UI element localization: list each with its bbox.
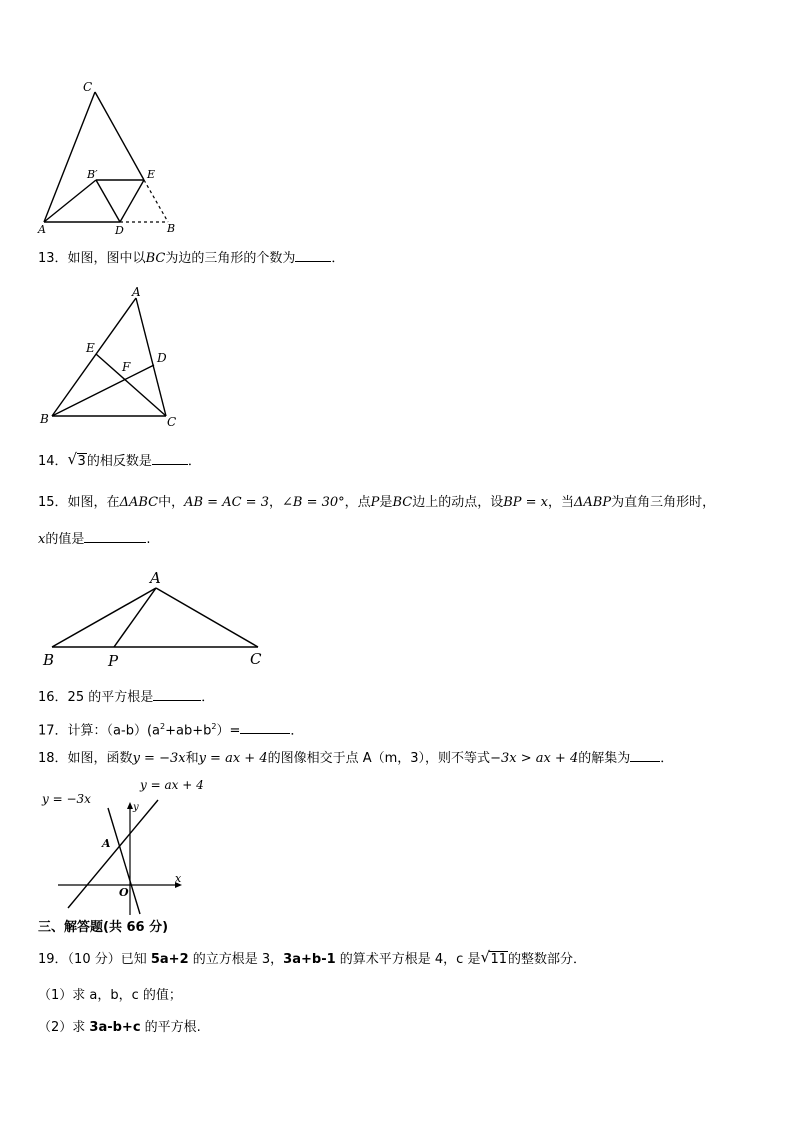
- sqrt-3: √ 3: [67, 450, 86, 469]
- label-E: E: [147, 168, 156, 181]
- question-16: 16．25 的平方根是 ．: [38, 690, 215, 705]
- label-B: B: [167, 222, 176, 235]
- label-A: A: [132, 285, 141, 299]
- label-D: D: [115, 224, 124, 237]
- label-B-prime: B′: [87, 168, 98, 181]
- question-19-part-1: （1）求 a，b，c 的值；: [38, 988, 182, 1003]
- label-F: F: [122, 360, 131, 374]
- question-17: 17．计算：$(a-b)(a^2+ab+b^2)=$ ．: [38, 722, 304, 739]
- question-13: 13．如图，图中以BC为边的三角形的个数为 ．: [38, 251, 345, 266]
- label-C: C: [250, 650, 262, 668]
- label-A: A: [150, 569, 161, 587]
- label-C: C: [83, 80, 93, 94]
- label-B: B: [43, 651, 55, 669]
- label-A: A: [102, 837, 111, 850]
- section-title: 三、解答题(共 66 分): [38, 920, 169, 935]
- question-18: 18．如图，函数y = −3x和y = ax + 4的图像相交于点 A（m，3），则不等式−3x > ax + 4的解集为 ．: [38, 751, 674, 766]
- label-line-2: y = ax + 4: [140, 778, 204, 792]
- label-E: E: [86, 341, 95, 355]
- label-O: O: [119, 886, 129, 899]
- label-P: P: [108, 652, 119, 670]
- question-14: 14． √ 3的相反数是 ．: [38, 450, 201, 469]
- label-D: D: [157, 351, 167, 365]
- label-A: A: [38, 223, 46, 236]
- sqrt-11: √ 11: [480, 948, 508, 967]
- question-15-cont: x的值是 .: [38, 532, 151, 547]
- label-y-axis: y: [133, 802, 139, 813]
- question-15: 15．如图，在ΔABC中，AB = AC = 3，∠B = 30°，点P是BC边上的动点，设BP = x，当ΔABP为直角三角形时，: [38, 495, 716, 510]
- label-line-1: y = −3x: [42, 792, 91, 806]
- label-C: C: [167, 415, 177, 429]
- question-19: 19．（10 分）已知 5a+2 的立方根是 3，3a+b-1 的算术平方根是 4，c 是 √ 11的整数部分．: [38, 948, 587, 967]
- label-x-axis: x: [175, 872, 182, 885]
- label-B: B: [40, 412, 49, 426]
- question-19-part-2: （2）求 3a-b+c 的平方根.: [38, 1020, 201, 1035]
